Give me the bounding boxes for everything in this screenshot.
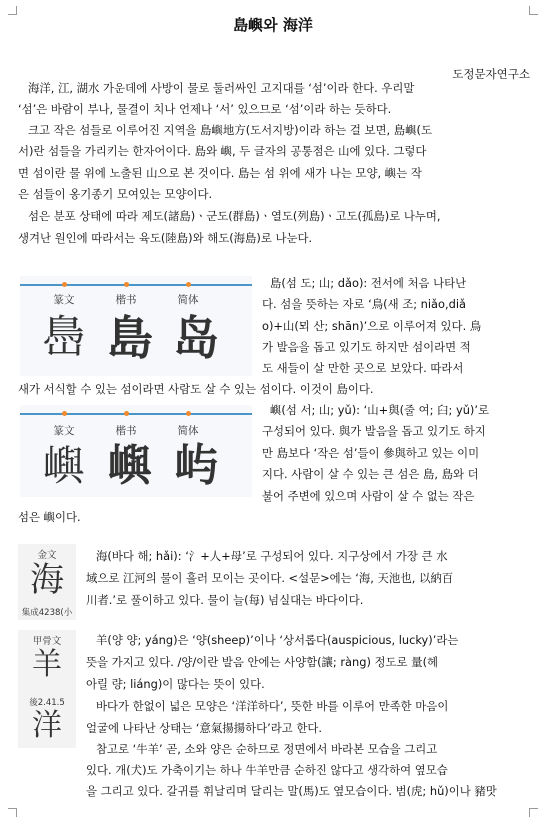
seal-glyph: 嶼 [42,441,85,490]
yu-text-line: 불어 주변에 있으며 사람이 살 수 없는 작은 [262,489,475,503]
hai-text-line: 海(바다 해; hǎi): ‘氵+人+母’로 구성되어 있다. 지구상에서 가장 큰 水 [96,549,448,563]
oracle-glyph: 羊 [32,647,62,682]
hai-text-line: 川者.’로 풀이하고 있다. 물이 늘(每) 넘실대는 바다이다. [86,593,364,607]
dao-text-line: 새가 서식할 수 있는 섬이라면 사람도 살 수 있는 섬이다. 이것이 島이다. [18,382,374,396]
intro-line: 면 섬이란 물 위에 노출된 山으로 본 것이다. 島는 섬 위에 새가 나는 모양, 嶼는 작 [18,166,422,180]
regular-glyph: 嶼 [108,440,152,491]
bronze-glyph: 海 [30,560,64,600]
regular-glyph: 島 [107,311,153,365]
yang-text-line: 을 그리고 있다. 갈귀를 휘날리며 달리는 말(馬)도 옆모습이다. 범(虎; hǔ)이나 豬맛 [86,784,497,798]
dao-text-line: 도 새들이 살 만한 곳으로 보았다. 따라서 [262,361,464,375]
yu-text-line: 지다. 사람이 살 수 있는 큰 섬은 島, 島와 더 [262,467,479,481]
figure-rule [20,413,252,415]
seal-script-label: 篆文 [53,425,75,437]
yu-text-line: 섬은 嶼이다. [18,510,81,524]
simplified-label: 简体 [177,425,199,437]
crop-mark-bottom-right [529,808,538,817]
intro-line: 크고 작은 섬들로 이루어진 지역을 島嶼地方(도서지방)이라 하는 걸 보면, 島嶼(도 [28,123,432,137]
yang-text-line: 뜻을 가지고 있다. /양/이란 발음 안에는 사양함(讓; ràng) 정도로 量(헤 [86,655,439,669]
figure-dot [186,411,191,416]
intro-line: 생겨난 원인에 따라서는 육도(陸島)와 해도(海島)로 나눈다. [18,231,313,245]
crop-mark-bottom-left [8,808,17,817]
simplified-glyph: 屿 [174,440,218,491]
figure-dot [62,282,67,287]
intro-line: ‘섬’은 바람이 부나, 물결이 치나 언제나 ‘서’ 있으므로 ‘섬’이라 하는 듯하다. [18,102,392,116]
oracle-script-label: 甲骨文 [32,636,62,647]
dao-text-line: 島(섬 도; 山; dǎo): 전서에 처음 나타난 [270,276,467,290]
yang-text-line: 있다. 개(犬)도 가축이기는 하나 牛羊만큼 순하진 않다고 생각하여 옆모습 [86,763,448,777]
oracle-glyph: 洋 [32,708,62,743]
regular-script-label: 楷书 [115,425,137,437]
hai-bronze-figure [18,544,76,620]
simplified-glyph: 岛 [173,311,219,365]
yang-text-line: 얼굴에 나타난 상태는 ‘意氣揚揚하다’라고 한다. [86,721,322,735]
intro-line: 은 섬들이 옹기종기 모여있는 모양이다. [18,187,213,201]
intro-line: 서)란 섬들을 가리키는 한자어이다. 島와 嶼, 두 글자의 공통점은 山에 있다. 그렇다 [18,144,427,158]
dao-text-line: o)+山(뫼 산; shān)’으로 이루어져 있다. 鳥 [262,319,482,333]
figure-dot [62,411,67,416]
document-title: 島嶼와 海洋 [233,16,313,34]
intro-line: 섬은 분포 상태에 따라 제도(諸島)ㆍ군도(群島)ㆍ열도(列島)ㆍ고도(孤島)로 나누며, [28,209,441,223]
figure-dot [186,282,191,287]
yang-text-line: 참고로 ‘牛羊’ 곧, 소와 양은 순하므로 정면에서 바라본 모습을 그리고 [96,742,438,756]
yang-oracle-figure [18,630,76,748]
intro-line: 海洋, 江, 湖水 가운데에 사방이 물로 둘러싸인 고지대를 ‘섬’이라 한다. 우리말 [28,81,415,95]
yang-text-line: 바다가 한없이 넓은 모양은 ‘洋洋하다’, 뜻한 바를 이루어 만족한 마음이 [96,699,449,713]
dao-glyph-figure [20,276,252,376]
source-label: 後2.41.5 [29,698,65,708]
regular-script-label: 楷书 [115,294,137,306]
yu-text-line: 만 島보다 ‘작은 섬’들이 參與하고 있는 이미 [262,446,480,460]
simplified-label: 简体 [177,294,199,306]
dao-text-line: 가 발음을 돕고 있기도 하지만 섬이라면 적 [262,340,471,354]
yu-glyph-figure [20,405,252,497]
figure-rule [20,284,252,286]
yang-text-line: 羊(양 양; yáng)은 ‘양(sheep)’이나 ‘상서롭다(auspicious, lucky)’라는 [96,633,459,647]
author-label: 도정문자연구소 [452,67,530,81]
figure-dot [124,411,129,416]
dao-text-line: 다. 섬을 뜻하는 자로 ‘鳥(새 조; niǎo,diǎ [262,297,467,311]
yang-text-line: 아릴 량; liáng)이 많다는 뜻이 있다. [86,677,265,691]
seal-script-label: 篆文 [53,294,75,306]
source-label: 集成4238(小 [21,608,73,618]
bronze-script-label: 金文 [37,550,57,561]
seal-glyph: 㠀 [42,312,86,363]
yu-text-line: 嶼(섬 서; 山; yǔ): ‘山+與(줄 여; 臼; yǔ)’로 [270,403,489,417]
hai-text-line: 域으로 江河의 물이 흘러 모이는 곳이다. <설문>에는 ‘海, 天池也, 以納百 [86,571,454,585]
figure-dot [124,282,129,287]
yu-text-line: 구성되어 있다. 與가 발음을 돕고 있기도 하지 [262,424,486,438]
